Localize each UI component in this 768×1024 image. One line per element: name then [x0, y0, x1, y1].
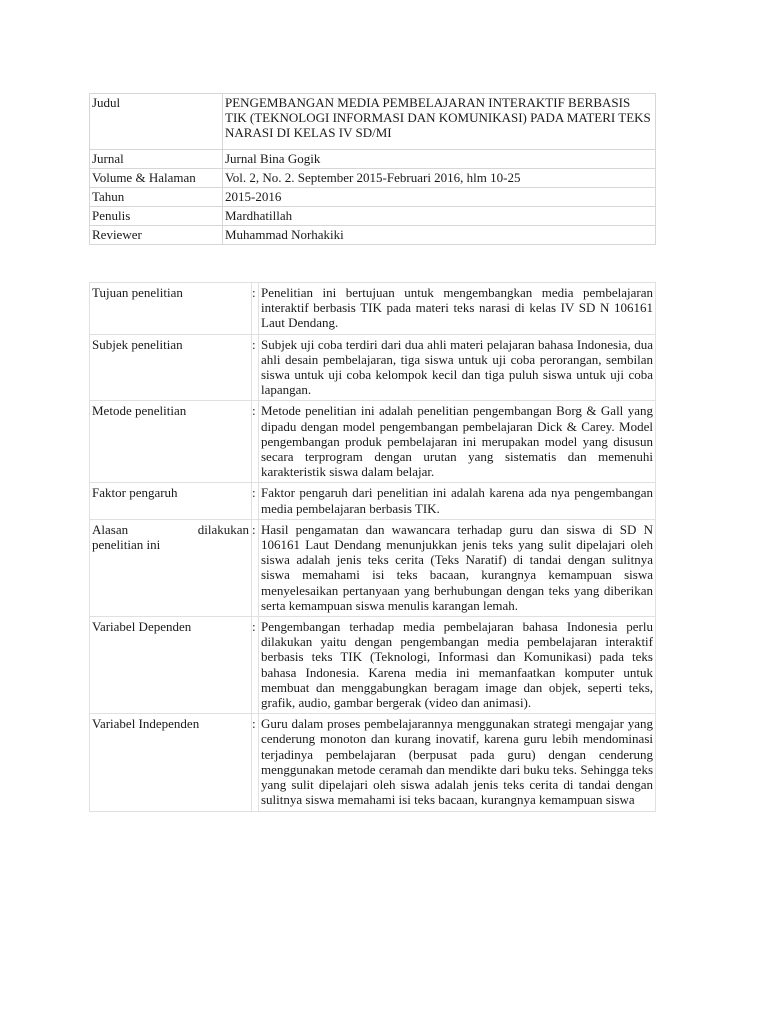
table-row — [90, 207, 656, 226]
table-row — [90, 94, 656, 150]
row-label-volume: Volume & Halaman — [90, 169, 223, 188]
label-line: penelitian ini — [92, 537, 161, 553]
row-text-faktor: Faktor pengaruh dari penelitian ini adalah karena ada nya pengembangan media pembelajaran berbasis TIK. — [259, 483, 656, 519]
row-value-jurnal: Jurnal Bina Gogik — [223, 150, 656, 169]
table-row — [90, 714, 656, 811]
row-label-tujuan: Tujuan penelitian — [90, 283, 252, 335]
table-row — [90, 483, 656, 519]
row-label-penulis: Penulis — [90, 207, 223, 226]
row-value-penulis: Mardhatillah — [223, 207, 656, 226]
table-row — [90, 169, 656, 188]
row-label-reviewer: Reviewer — [90, 226, 223, 245]
row-label-tahun: Tahun — [90, 188, 223, 207]
row-label-independen: Variabel Independen — [90, 714, 252, 811]
label-line — [92, 522, 249, 537]
table-row — [90, 334, 656, 401]
colon-separator: : — [252, 283, 259, 335]
row-text-dependen: Pengembangan terhadap media pembelajaran bahasa Indonesia perlu dilakukan yaitu dengan pengembangan media pembelajaran interaktif berbasis teks TIK (Teknologi, Informasi dan Komunikasi) pada teks bahasa Indonesia. Karena media ini memanfaatkan komputer untuk membuat dan menggabungkan beragam image dan objek, seperti teks, grafik, audio, gambar bergerak (video dan animasi). — [259, 617, 656, 714]
row-label-jurnal: Jurnal — [90, 150, 223, 169]
colon-separator: : — [252, 519, 259, 616]
row-text-subjek: Subjek uji coba terdiri dari dua ahli materi pelajaran bahasa Indonesia, dua ahli desain pembelajaran, tiga siswa untuk uji coba perorangan, sembilan siswa untuk uji coba kelompok kecil dan tiga puluh siswa untuk uji coba lapangan. — [259, 334, 656, 401]
row-label-faktor: Faktor pengaruh — [90, 483, 252, 519]
row-label-alasan — [90, 519, 252, 616]
table-row — [90, 188, 656, 207]
colon-separator: : — [252, 334, 259, 401]
label-word: Alasan — [92, 521, 129, 537]
colon-separator: : — [252, 714, 259, 811]
table-row — [90, 519, 656, 616]
row-label-subjek: Subjek penelitian — [90, 334, 252, 401]
row-value-tahun: 2015-2016 — [223, 188, 656, 207]
row-text-tujuan: Penelitian ini bertujuan untuk mengembangkan media pembelajaran interaktif berbasis TIK pada materi teks narasi di kelas IV SD N 106161 Laut Dendang. — [259, 283, 656, 335]
table-row — [90, 150, 656, 169]
colon-separator: : — [252, 401, 259, 483]
row-value-judul: PENGEMBANGAN MEDIA PEMBELAJARAN INTERAKTIF BERBASIS TIK (TEKNOLOGI INFORMASI DAN KOMUNIKASI) PADA MATERI TEKS NARASI DI KELAS IV SD/MI — [223, 94, 656, 150]
row-label-dependen: Variabel Dependen — [90, 617, 252, 714]
row-value-reviewer: Muhammad Norhakiki — [223, 226, 656, 245]
journal-info-table — [89, 93, 656, 245]
row-value-volume: Vol. 2, No. 2. September 2015-Februari 2016, hlm 10-25 — [223, 169, 656, 188]
review-details-table — [89, 282, 656, 812]
row-text-independen: Guru dalam proses pembelajarannya menggunakan strategi mengajar yang cenderung monoton dan kurang inovatif, karena guru lebih mendominasi terjadinya pembelajaran (berpusat pada guru) dengan cenderung menggunakan metode ceramah dan mendikte dari buku teks. Sehingga teks yang sulit dipelajari oleh siswa adalah jenis teks cerita di tandai dengan sulitnya siswa memahami isi teks bacaan, kurangnya kemampuan siswa — [259, 714, 656, 811]
table-row — [90, 283, 656, 335]
colon-separator: : — [252, 483, 259, 519]
table-row — [90, 401, 656, 483]
row-label-metode: Metode penelitian — [90, 401, 252, 483]
colon-separator: : — [252, 617, 259, 714]
table-row — [90, 617, 656, 714]
table-row — [90, 226, 656, 245]
row-text-metode: Metode penelitian ini adalah penelitian pengembangan Borg & Gall yang dipadu dengan model pengembangan pembelajaran Dick & Carey. Model pengembangan produk pembelajaran ini merupakan model yang disusun secara terprogram dengan urutan yang sistematis dan memenuhi karakteristik siswa dalam belajar. — [259, 401, 656, 483]
row-text-alasan: Hasil pengamatan dan wawancara terhadap guru dan siswa di SD N 106161 Laut Dendang menunjukkan jenis teks yang sulit dipelajari oleh siswa adalah jenis teks cerita (Teks Naratif) di tandai dengan sulitnya siswa memahami isi teks bacaan, kurangnya kemampuan siswa menyelesaikan pertanyaan yang berhubungan dengan teks yang diberikan serta kemampuan siswa menulis karangan lemah. — [259, 519, 656, 616]
label-word: dilakukan — [197, 521, 249, 537]
row-label-judul: Judul — [90, 94, 223, 150]
